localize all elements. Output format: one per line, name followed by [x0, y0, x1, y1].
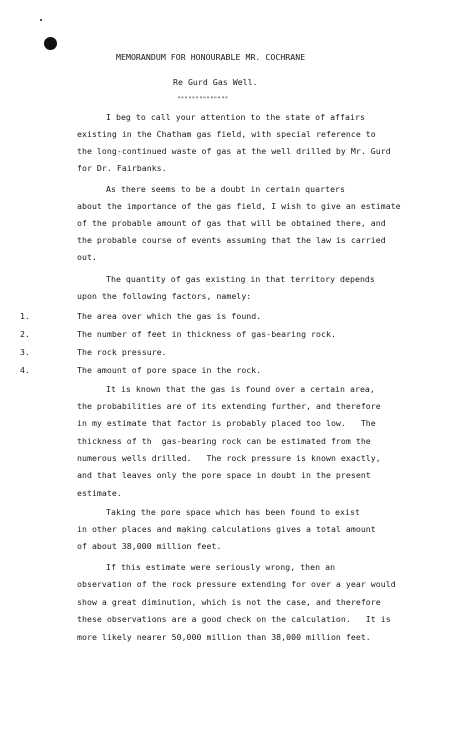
factor-1-text: The area over which the gas is found. — [77, 311, 262, 321]
paper-speck — [40, 19, 42, 21]
p4-line-4: thickness of th gas-bearing rock can be estimated from the — [77, 436, 371, 446]
p4-line-5: numerous wells drilled. The rock pressure is known exactly, — [77, 453, 381, 463]
p6-line-2: observation of the rock pressure extending for over a year would — [77, 579, 396, 589]
factor-1-number: 1. — [20, 311, 30, 321]
factor-2-number: 2. — [20, 329, 30, 339]
p5-line-2: in other places and making calculations gives a total amount — [77, 524, 376, 534]
p3-line-1: The quantity of gas existing in that territory depends — [106, 274, 375, 284]
factor-4-text: The amount of pore space in the rock. — [77, 365, 262, 375]
p1-line-2: existing in the Chatham gas field, with special reference to — [77, 129, 376, 139]
p6-line-3: show a great diminution, which is not the case, and therefore — [77, 597, 381, 607]
punch-hole — [44, 37, 57, 50]
p3-line-2: upon the following factors, namely: — [77, 291, 252, 301]
p1-line-1: I beg to call your attention to the state of affairs — [106, 112, 365, 122]
p4-line-1: It is known that the gas is found over a certain area, — [106, 384, 375, 394]
p2-line-4: the probable course of events assuming that the law is carried — [77, 235, 386, 245]
factor-3-number: 3. — [20, 347, 30, 357]
p6-line-1: If this estimate were seriously wrong, then an — [106, 562, 336, 572]
p4-line-6: and that leaves only the pore space in doubt in the present — [77, 470, 371, 480]
p1-line-3: the long-continued waste of gas at the well drilled by Mr. Gurd — [77, 146, 391, 156]
p5-line-3: of about 38,000 million feet. — [77, 541, 222, 551]
p4-line-2: the probabilities are of its extending further, and therefore — [77, 401, 381, 411]
p2-line-1: As there seems to be a doubt in certain quarters — [106, 184, 346, 194]
p2-line-2: about the importance of the gas field, I wish to give an estimate — [77, 201, 401, 211]
p4-line-7: estimate. — [77, 488, 122, 498]
p1-line-4: for Dr. Fairbanks. — [77, 163, 167, 173]
memo-subtitle: Re Gurd Gas Well. — [173, 77, 258, 87]
factor-3-text: The rock pressure. — [77, 347, 167, 357]
title-separator: """""""""""""" — [177, 96, 229, 103]
factor-2-text: The number of feet in thickness of gas-bearing rock. — [77, 329, 336, 339]
p5-line-1: Taking the pore space which has been found to exist — [106, 507, 360, 517]
factor-4-number: 4. — [20, 365, 30, 375]
p2-line-5: out. — [77, 252, 97, 262]
memo-title: MEMORANDUM FOR HONOURABLE MR. COCHRANE — [116, 52, 306, 62]
p2-line-3: of the probable amount of gas that will be obtained there, and — [77, 218, 386, 228]
p6-line-4: these observations are a good check on the calculation. It is — [77, 614, 391, 624]
p6-line-5: more likely nearer 50,000 million than 38,000 million feet. — [77, 632, 371, 642]
p4-line-3: in my estimate that factor is probably placed too low. The — [77, 418, 376, 428]
